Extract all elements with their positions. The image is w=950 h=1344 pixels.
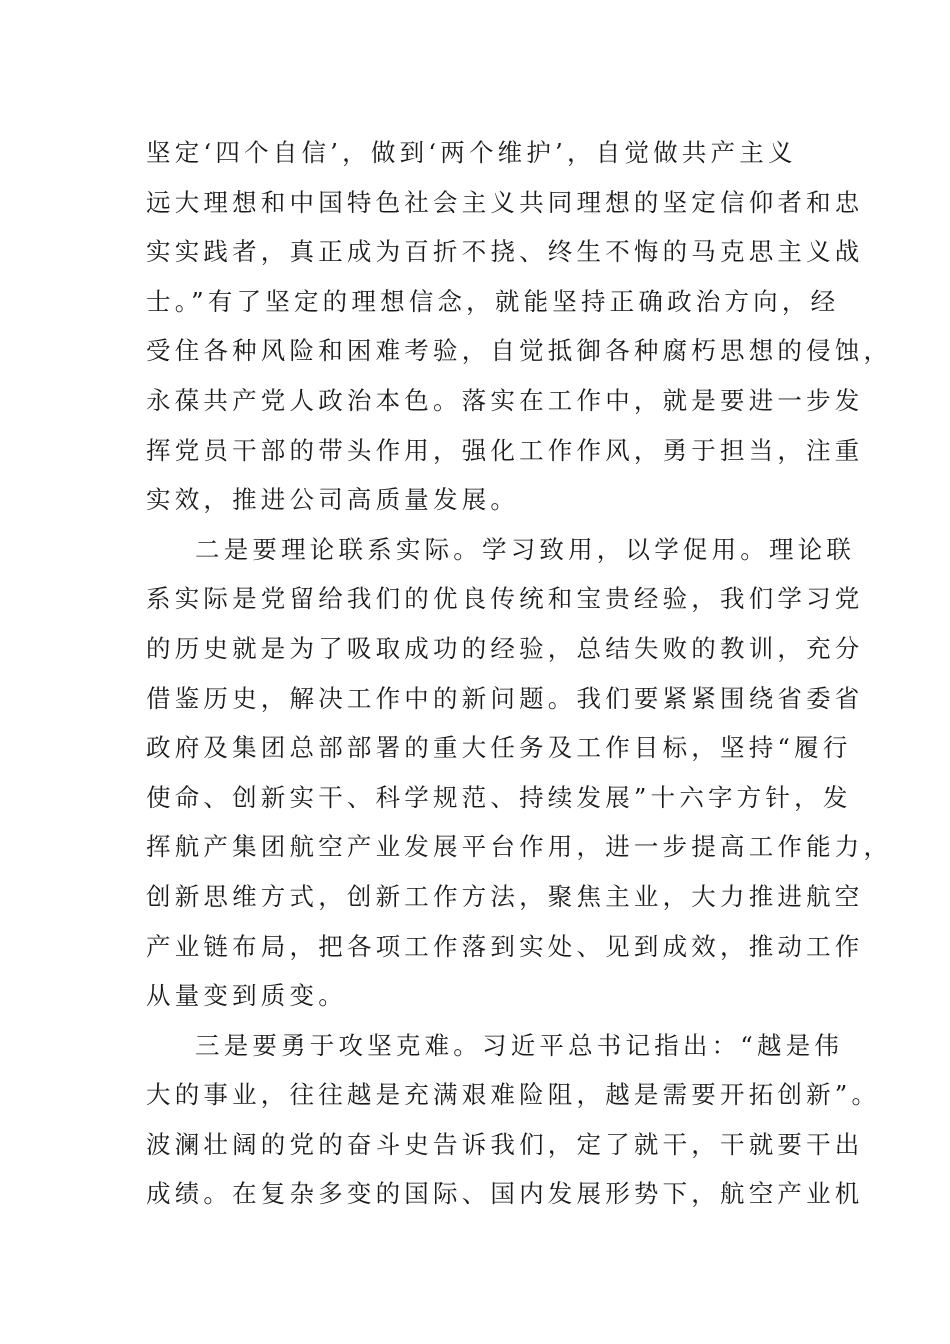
text-line: 二是要理论联系实际。学习致用，以学促用。理论联 bbox=[195, 534, 856, 564]
text-line: 政府及集团总部部署的重大任务及工作目标，坚持“履行 bbox=[146, 733, 852, 763]
text-line: 挥航产集团航空产业发展平台作用，进一步提高工作能力， bbox=[146, 832, 893, 862]
text-line: 实实践者，真正成为百折不挠、终生不悔的马克思主义战 bbox=[146, 237, 864, 267]
text-line: 成绩。在复杂多变的国际、国内发展形势下，航空产业机 bbox=[146, 1179, 864, 1209]
text-line: 挥党员干部的带头作用，强化工作作风，勇于担当，注重 bbox=[146, 435, 864, 465]
text-line: 受住各种风险和困难考验，自觉抵御各种腐朽思想的侵蚀， bbox=[146, 336, 893, 366]
text-line: 大的事业，往往越是充满艰难险阻，越是需要开拓创新”。 bbox=[146, 1080, 881, 1110]
document-body bbox=[146, 128, 893, 1219]
text-line: 从量变到质变。 bbox=[146, 981, 347, 1011]
text-line: 波澜壮阔的党的奋斗史告诉我们，定了就干，干就要干出 bbox=[146, 1129, 864, 1159]
paragraph-2 bbox=[146, 525, 893, 1021]
text-line: 三是要勇于攻坚克难。习近平总书记指出：“越是伟 bbox=[195, 1030, 844, 1060]
text-line: 远大理想和中国特色社会主义共同理想的坚定信仰者和忠 bbox=[146, 187, 864, 217]
text-line: 永葆共产党人政治本色。落实在工作中，就是要进一步发 bbox=[146, 385, 864, 415]
text-line: 使命、创新实干、科学规范、持续发展”十六字方针，发 bbox=[146, 782, 852, 812]
text-line: 系实际是党留给我们的优良传统和宝贵经验，我们学习党 bbox=[146, 584, 864, 614]
text-line: 的历史就是为了吸取成功的经验，总结失败的教训，充分 bbox=[146, 633, 864, 663]
paragraph-3 bbox=[146, 1021, 881, 1219]
text-line: 士。”有了坚定的理想信念，就能坚持正确政治方向，经 bbox=[146, 286, 840, 316]
paragraph-1 bbox=[146, 128, 893, 525]
text-line: 借鉴历史，解决工作中的新问题。我们要紧紧围绕省委省 bbox=[146, 683, 864, 713]
text-line: 创新思维方式，创新工作方法，聚焦主业，大力推进航空 bbox=[146, 881, 864, 911]
text-line: 坚定‘四个自信’，做到‘两个维护’，自觉做共产主义 bbox=[146, 138, 797, 167]
text-line: 实效，推进公司高质量发展。 bbox=[146, 485, 520, 515]
text-line: 产业链布局，把各项工作落到实处、见到成效，推动工作 bbox=[146, 931, 864, 961]
